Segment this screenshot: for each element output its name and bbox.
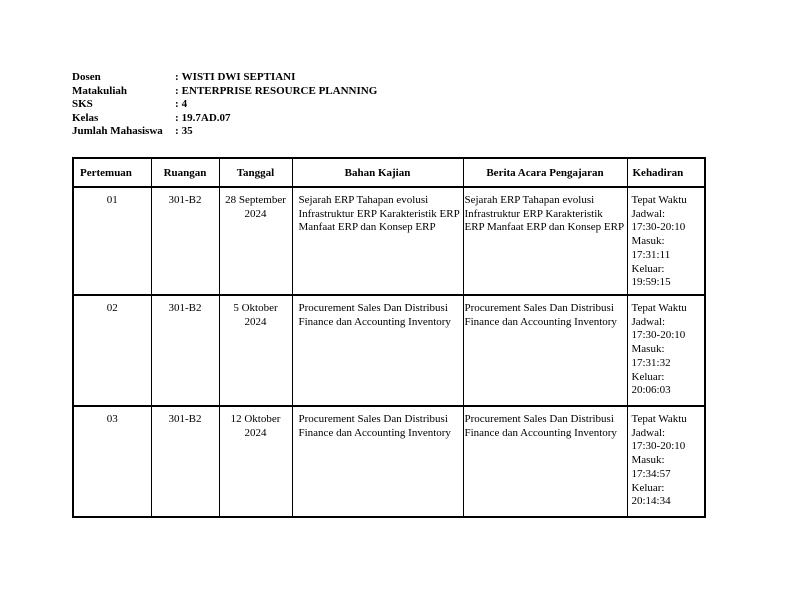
bahan-kajian-cell: Sejarah ERP Tahapan evolusi Infrastruktur ERP Karakteristik ERP Manfaat ERP dan Konsep ERP	[292, 187, 463, 295]
matakuliah-value: ENTERPRISE RESOURCE PLANNING	[181, 84, 378, 97]
table-row	[73, 406, 705, 517]
kehadiran-jadwal-label: Jadwal:	[631, 207, 666, 220]
pertemuan-cell: 02	[73, 295, 151, 406]
kehadiran-jadwal: 17:30-20:10	[631, 221, 686, 234]
kehadiran-status: Tepat Waktu	[631, 302, 687, 314]
kehadiran-masuk-label: Masuk:	[631, 343, 665, 356]
sks-label: SKS	[72, 98, 93, 110]
dosen-value: WISTI DWI SEPTIANI	[181, 71, 296, 83]
kehadiran-jadwal-label: Jadwal:	[631, 315, 666, 328]
header-kehadiran: Kehadiran	[627, 158, 705, 187]
info-row-matakuliah	[72, 85, 377, 99]
bahan-kajian-cell: Procurement Sales Dan Distribusi Finance dan Accounting Inventory	[292, 295, 463, 406]
ruangan-cell: 301-B2	[151, 187, 219, 295]
kehadiran-jadwal: 17:30-20:10	[631, 329, 686, 342]
berita-acara-cell: Sejarah ERP Tahapan evolusi Infrastruktur ERP Karakteristik ERP Manfaat ERP dan Konsep ERP	[463, 187, 627, 295]
dosen-label: Dosen	[72, 71, 101, 83]
bahan-kajian-cell: Procurement Sales Dan Distribusi Finance dan Accounting Inventory	[292, 406, 463, 517]
jumlah-mahasiswa-value: 35	[181, 125, 193, 137]
matakuliah-separator: :	[175, 84, 179, 97]
kehadiran-jadwal: 17:30-20:10	[631, 440, 686, 453]
kelas-value: 19.7AD.07	[181, 111, 231, 124]
info-row-kelas	[72, 112, 377, 126]
dosen-separator: :	[175, 71, 179, 83]
kehadiran-status: Tepat Waktu	[631, 194, 687, 206]
table-row	[73, 295, 705, 406]
matakuliah-label: Matakuliah	[72, 84, 128, 97]
sks-separator: :	[175, 98, 179, 110]
berita-acara-cell: Procurement Sales Dan Distribusi Finance dan Accounting Inventory	[463, 406, 627, 517]
course-info	[72, 71, 377, 139]
kehadiran-masuk: 17:31:11	[631, 248, 671, 261]
attendance-table	[72, 157, 706, 518]
kehadiran-keluar-label: Keluar:	[631, 262, 665, 275]
tanggal-cell: 12 Oktober 2024	[219, 406, 292, 517]
kehadiran-keluar: 20:06:03	[631, 384, 671, 397]
kehadiran-keluar: 19:59:15	[631, 276, 671, 289]
kehadiran-keluar: 20:14:34	[631, 495, 671, 508]
kehadiran-jadwal-label: Jadwal:	[631, 426, 666, 439]
kehadiran-status: Tepat Waktu	[631, 413, 687, 425]
kehadiran-masuk-label: Masuk:	[631, 454, 665, 467]
info-row-dosen	[72, 71, 377, 85]
header-berita-acara: Berita Acara Pengajaran	[463, 158, 627, 187]
kehadiran-keluar-label: Keluar:	[631, 370, 665, 383]
pertemuan-cell: 03	[73, 406, 151, 517]
kehadiran-cell	[627, 406, 705, 517]
table-header-row	[73, 158, 705, 187]
info-row-sks	[72, 98, 377, 112]
kehadiran-cell	[627, 187, 705, 295]
table-row	[73, 187, 705, 295]
info-row-jumlah-mahasiswa	[72, 125, 377, 139]
header-ruangan: Ruangan	[151, 158, 219, 187]
jumlah-mahasiswa-separator: :	[175, 125, 179, 137]
tanggal-cell: 28 September 2024	[219, 187, 292, 295]
header-tanggal: Tanggal	[219, 158, 292, 187]
kehadiran-cell	[627, 295, 705, 406]
sks-value: 4	[181, 98, 188, 110]
header-bahan-kajian: Bahan Kajian	[292, 158, 463, 187]
kehadiran-masuk: 17:31:32	[631, 356, 671, 369]
kehadiran-masuk: 17:34:57	[631, 467, 671, 480]
ruangan-cell: 301-B2	[151, 295, 219, 406]
kelas-separator: :	[175, 111, 179, 124]
kehadiran-keluar-label: Keluar:	[631, 481, 665, 494]
tanggal-cell: 5 Oktober 2024	[219, 295, 292, 406]
jumlah-mahasiswa-label: Jumlah Mahasiswa	[72, 125, 163, 137]
pertemuan-cell: 01	[73, 187, 151, 295]
header-pertemuan: Pertemuan	[73, 158, 151, 187]
ruangan-cell: 301-B2	[151, 406, 219, 517]
berita-acara-cell: Procurement Sales Dan Distribusi Finance dan Accounting Inventory	[463, 295, 627, 406]
kelas-label: Kelas	[72, 111, 99, 124]
kehadiran-masuk-label: Masuk:	[631, 235, 665, 248]
